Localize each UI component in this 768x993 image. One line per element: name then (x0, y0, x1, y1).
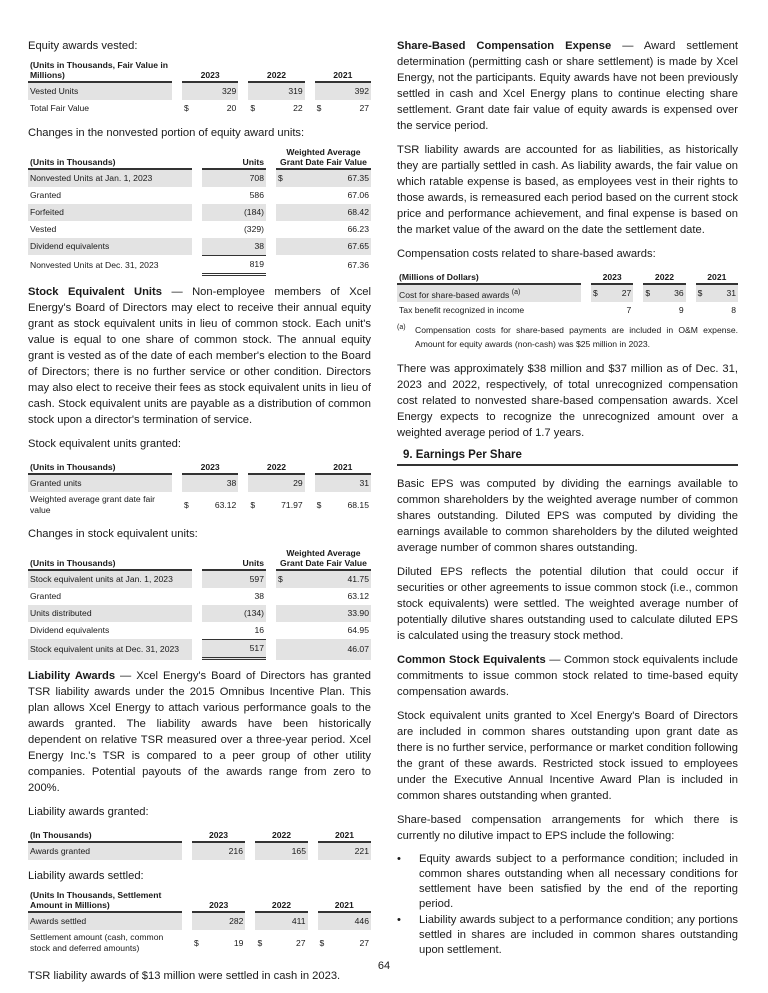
equity-vested-table (28, 60, 371, 117)
table-header: (Units In Thousands, Settlement Amount in Millions) (28, 890, 182, 913)
comp-costs-table (397, 268, 738, 319)
liability-settled-table (28, 890, 371, 956)
table-header: 2021 (696, 268, 738, 285)
nonvested-intro: Changes in the nonvested portion of equity award units: (28, 127, 305, 139)
table-header: 2022 (255, 826, 308, 843)
table-header: 2023 (192, 890, 245, 913)
table-row: Granted 38 63.12 (28, 588, 371, 605)
seu-changes-table (28, 548, 371, 660)
section-heading-eps: 9. Earnings Per Share (397, 449, 738, 466)
list-item: • Equity awards subject to a performance condition; included in common shares outstanding when all necessary conditions for settlement have been satisfied by the end of the reporting period. (397, 853, 738, 910)
seu-granted-intro: Stock equivalent units granted: (28, 438, 181, 450)
table-header: 2023 (192, 826, 245, 843)
table-row: Forfeited (184) 68.42 (28, 204, 371, 221)
tsr-liability-paragraph: TSR liability awards are accounted for as liabilities, as historically they are partially settled in cash. As liability awards, the fair value on which ratable expense is based, as employees vest in their rights to those awards, is remeasured each period based on the current stock price and performance achievement, and final expense is based on the market value of the award on the date the settlement date. (397, 144, 738, 236)
stock-equivalent-units-paragraph: Stock Equivalent Units — Non-employee members of Xcel Energy's Board of Directors may elect to receive their annual equity grant as stock equivalent units in lieu of common stock. Each unit's value is equal to one share of common stock. The annual equity grant is vested as of the date of each member's election to the Board of Directors; there is no further service or other condition. Directors may also elect to receive their fees as stock equivalent units in lieu of cash. Stock equivalent units are payable as a distribution of common stock upon a director's termination of service. (28, 286, 372, 426)
table-header: (Units in Thousands) (28, 458, 172, 475)
left-column (28, 38, 371, 990)
list-item: • Liability awards subject to a performance condition; any portions settled in shares are included in common shares outstanding upon settlement. (397, 914, 738, 956)
table-header: 2023 (182, 458, 238, 475)
table-row: Dividend equivalents 38 67.65 (28, 238, 371, 255)
right-column (397, 38, 738, 959)
bullet-icon: • (397, 853, 401, 865)
table-header: Units (202, 147, 266, 170)
table-header: (Units in Thousands) (28, 548, 192, 571)
bullet-icon: • (397, 914, 401, 926)
table-row: Stock equivalent units at Dec. 31, 2023 517 46.07 (28, 639, 371, 660)
nondilutive-intro: Share-based compensation arrangements for which there is currently no dilutive impact to EPS include the following: (397, 814, 738, 842)
table-header: (In Thousands) (28, 826, 182, 843)
table-header: 2022 (255, 890, 307, 913)
table-row: Total Fair Value $ 20 $ 22 $ 27 (28, 100, 371, 117)
table-row: Settlement amount (cash, common stock and deferred amounts) $ 19 $ 27 $ 27 (28, 930, 371, 956)
table-header: 2022 (248, 458, 304, 475)
liability-awards-paragraph: Liability Awards — Xcel Energy's Board of Directors has granted TSR liability awards under the 2015 Omnibus Incentive Plan. This plan allows Xcel Energy to attach various performance goals to the awards granted. The liability awards have been historically dependent on relative TSR measured over a three-year period. Xcel Energy Inc.'s TSR is compared to a peer group of other utility companies. Potential payouts of the awards range from zero to 200%. (28, 670, 371, 794)
seu-board-paragraph: Stock equivalent units granted to Xcel Energy's Board of Directors are included in common shares outstanding upon grant date as there is no further service, performance or market condition following the grant of these awards. Restricted stock issued to employees under the Executive Annual Incentive Award Plan is included in common shares outstanding when granted. (397, 710, 738, 802)
table-header: 2023 (182, 60, 238, 83)
table-header: (Units in Thousands, Fair Value in Millions) (28, 60, 172, 83)
nondilutive-list (397, 852, 738, 958)
table-header: (Units in Thousands) (28, 147, 192, 170)
table-header: 2021 (318, 826, 371, 843)
table-row: Vested Units 329 319 392 (28, 83, 371, 100)
table-header: 2022 (248, 60, 304, 83)
comp-costs-footnote: (a) Compensation costs for share-based payments are included in O&M expense. Amount for equity awards (non-cash) was $25 million in 2023. (397, 324, 738, 349)
eps-paragraph-diluted: Diluted EPS reflects the potential dilution that could occur if securities or other agreements to issue common stock (i.e., common stock equivalents) were settled. The weighted average number of potentially dilutive shares outstanding used to calculate diluted EPS is calculated using the treasury stock method. (397, 566, 738, 642)
table-header: 2023 (591, 268, 633, 285)
share-based-comp-paragraph: Share-Based Compensation Expense — Award settlement determination (permitting cash or share settlement) is made by Xcel Energy, not the participants. Equity awards have not been previously settled in cash and Xcel Energy plans to continue electing share settlement. Grant date fair value of equity awards is expensed over the service period. (397, 40, 739, 132)
comp-costs-intro: Compensation costs related to share-based awards: (397, 248, 656, 260)
table-row: Granted units 38 29 31 (28, 475, 371, 492)
nonvested-table (28, 147, 371, 276)
table-header: Weighted Average Grant Date Fair Value (276, 548, 371, 571)
seu-changes-intro: Changes in stock equivalent units: (28, 528, 198, 540)
seu-granted-table (28, 458, 371, 518)
table-row: Granted 586 67.06 (28, 187, 371, 204)
unrecognized-cost-paragraph: There was approximately $38 million and $37 million as of Dec. 31, 2023 and 2022, respectively, of total unrecognized compensation cost related to nonvested share-based compensation awards. Xcel Energy expects to recognize the unrecognized amount over a weighted average period of 1.7 years. (397, 363, 738, 439)
table-row: Nonvested Units at Jan. 1, 2023 708 $ 67.35 (28, 170, 371, 187)
eps-paragraph-basic: Basic EPS was computed by dividing the earnings available to common shareholders by the weighted average number of common shares outstanding. Diluted EPS was computed by dividing the earnings available to common shareholders by the diluted weighted average number of common shares outstanding. (397, 478, 738, 554)
equity-vested-intro: Equity awards vested: (28, 40, 138, 52)
footnote-ref: (a) (511, 288, 521, 296)
liability-settled-intro: Liability awards settled: (28, 870, 144, 882)
table-row: Vested (329) 66.23 (28, 221, 371, 238)
liability-granted-intro: Liability awards granted: (28, 806, 149, 818)
table-header: (Millions of Dollars) (397, 268, 581, 285)
tsr-cash-note: TSR liability awards of $13 million were settled in cash in 2023. (28, 970, 341, 982)
table-row: Tax benefit recognized in income 7 9 8 (397, 302, 738, 319)
table-row: Weighted average grant date fair value $ 63.12 $ 71.97 $ 68.15 (28, 492, 371, 518)
table-header: 2021 (315, 458, 371, 475)
table-row: Units distributed (134) 33.90 (28, 605, 371, 622)
table-row: Awards granted 216 165 221 (28, 843, 371, 860)
table-row: Stock equivalent units at Jan. 1, 2023 597 $ 41.75 (28, 571, 371, 588)
table-row: Dividend equivalents 16 64.95 (28, 622, 371, 639)
table-header: Units (202, 548, 266, 571)
common-stock-equivalents-paragraph: Common Stock Equivalents — Common stock equivalents include commitments to issue common stock related to time-based equity compensation awards. (397, 654, 739, 698)
table-header: 2022 (643, 268, 685, 285)
table-row: Cost for share-based awards $^{(a)}$ $ 27 $ 36 $ 31 (397, 285, 738, 302)
table-row: Awards settled 282 411 446 (28, 913, 371, 930)
table-header: 2021 (315, 60, 371, 83)
table-row: Nonvested Units at Dec. 31, 2023 819 67.36 (28, 255, 371, 276)
liability-granted-table (28, 826, 371, 860)
page-number: 64 (377, 960, 391, 972)
table-header: 2021 (318, 890, 371, 913)
table-header: Weighted Average Grant Date Fair Value (276, 147, 371, 170)
